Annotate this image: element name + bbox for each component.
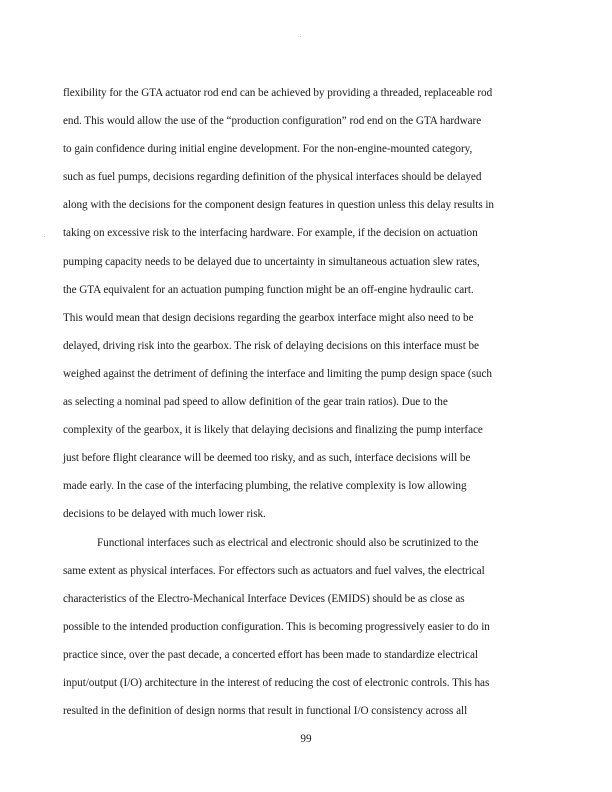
paragraph-2 — [63, 529, 563, 726]
text-line: made early. In the case of the interfacing plumbing, the relative complexity is low allowing — [63, 480, 467, 493]
text-line: input/output (I/O) architecture in the interest of reducing the cost of electronic controls. This has — [63, 676, 490, 689]
text-line: weighed against the detriment of defining the interface and limiting the pump design space (such — [63, 367, 492, 380]
text-line: practice since, over the past decade, a concerted effort has been made to standardize electrical — [63, 648, 478, 661]
text-line: end. This would allow the use of the “production configuration” rod end on the GTA hardware — [63, 115, 482, 128]
text-line: characteristics of the Electro-Mechanical Interface Devices (EMIDS) should be as close as — [63, 592, 465, 605]
body-text — [63, 79, 563, 725]
text-line: pumping capacity needs to be delayed due to uncertainty in simultaneous actuation slew rates, — [63, 255, 480, 268]
text-line: complexity of the gearbox, it is likely that delaying decisions and finalizing the pump interface — [63, 424, 483, 437]
text-line: possible to the intended production configuration. This is becoming progressively easier to do in — [63, 620, 490, 633]
page-number: 99 — [300, 733, 312, 745]
text-line: Functional interfaces such as electrical and electronic should also be scrutinized to the — [97, 536, 479, 549]
text-line: to gain confidence during initial engine development. For the non-engine-mounted category, — [63, 143, 473, 156]
text-line: decisions to be delayed with much lower risk. — [63, 508, 266, 521]
scan-speck — [300, 36, 301, 37]
text-line: such as fuel pumps, decisions regarding definition of the physical interfaces should be delayed — [63, 171, 482, 184]
paragraph-1 — [63, 79, 563, 529]
text-line: along with the decisions for the component design features in question unless this delay results in — [63, 199, 494, 212]
text-line: delayed, driving risk into the gearbox. The risk of delaying decisions on this interface must be — [63, 339, 479, 352]
text-line: taking on excessive risk to the interfacing hardware. For example, if the decision on actuation — [63, 227, 478, 240]
scan-speck — [44, 236, 45, 237]
text-line: the GTA equivalent for an actuation pumping function might be an off-engine hydraulic cart. — [63, 283, 474, 296]
text-line: resulted in the definition of design norms that result in functional I/O consistency across all — [63, 705, 468, 718]
text-line: just before flight clearance will be deemed too risky, and as such, interface decisions will be — [63, 452, 471, 465]
text-line: same extent as physical interfaces. For effectors such as actuators and fuel valves, the electrical — [63, 564, 485, 577]
text-line: as selecting a nominal pad speed to allow definition of the gear train ratios). Due to the — [63, 396, 448, 409]
text-line: flexibility for the GTA actuator rod end can be achieved by providing a threaded, replaceable rod — [63, 87, 493, 99]
text-line: This would mean that design decisions regarding the gearbox interface might also need to be — [63, 311, 474, 324]
